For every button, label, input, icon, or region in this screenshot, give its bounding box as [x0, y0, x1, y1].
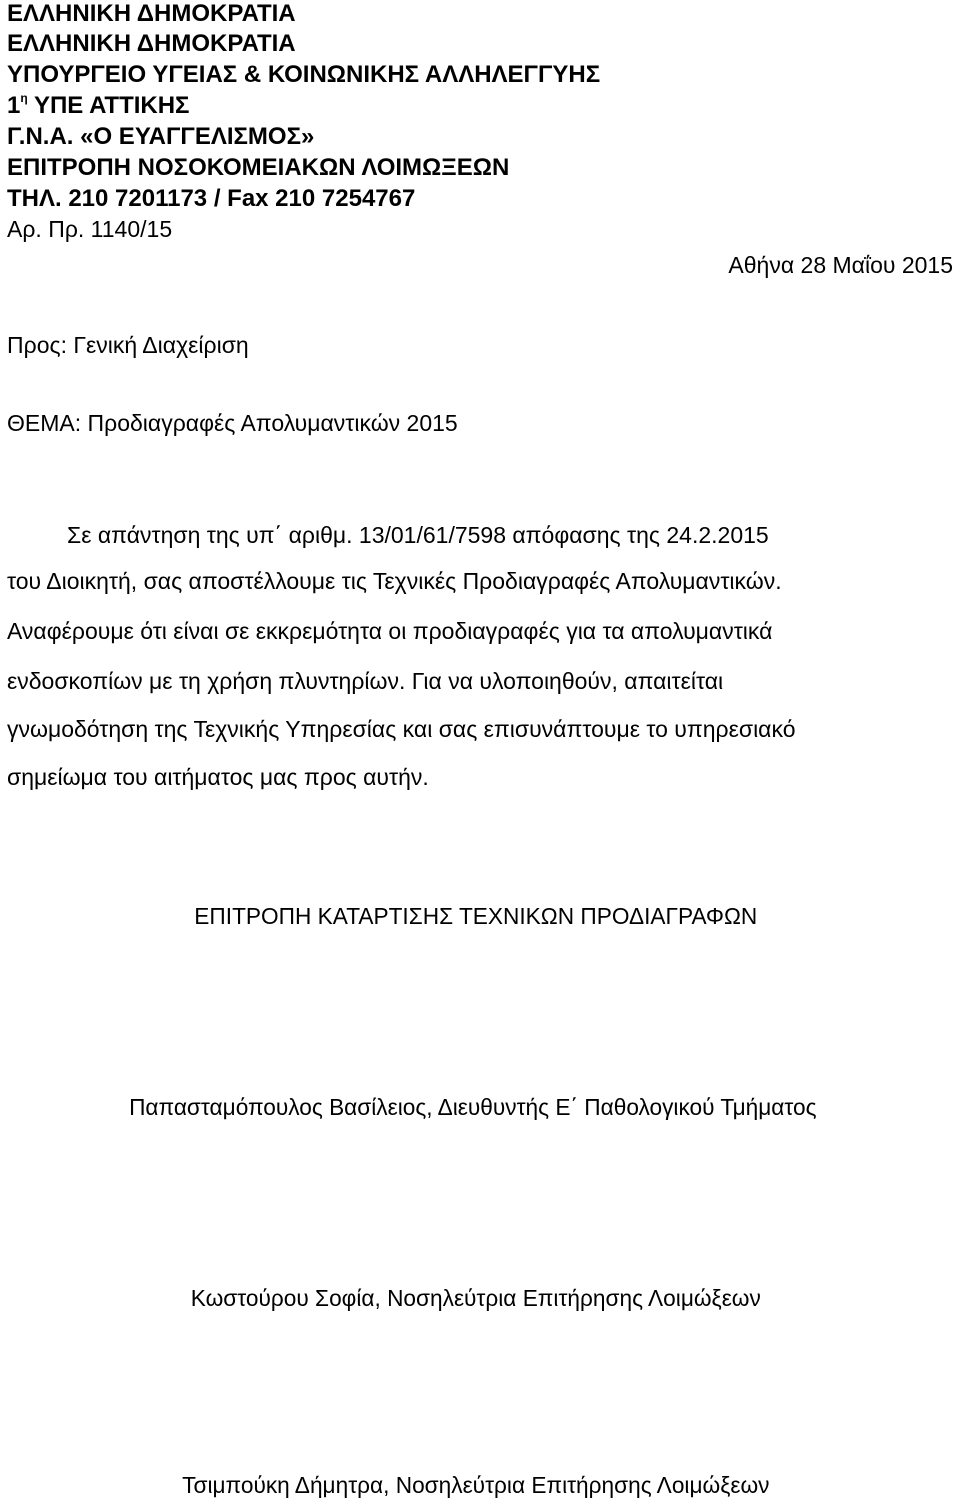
protocol-number: Αρ. Πρ. 1140/15: [7, 216, 173, 242]
body-line-1: Σε απάντηση της υπ΄ αριθμ. 13/01/61/7598 απόφασης της 24.2.2015: [67, 522, 769, 548]
contact-phone-fax: ΤΗΛ. 210 7201173 / Fax 210 7254767: [7, 185, 416, 212]
body-line-3: Αναφέρουμε ότι είναι σε εκκρεμότητα οι προδιαγραφές για τα απολυμαντικά: [7, 618, 773, 644]
signatory-2: Κωστούρου Σοφία, Νοσηλεύτρια Επιτήρησης Λοιμώξεων: [190, 1285, 761, 1311]
letter-date: Αθήνα 28 Μαΐου 2015: [728, 252, 953, 278]
body-line-5: γνωμοδότηση της Τεχνικής Υπηρεσίας και σας επισυνάπτουμε το υπηρεσιακό: [7, 716, 796, 742]
subject-line: ΘΕΜΑ: Προδιαγραφές Απολυμαντικών 2015: [7, 410, 458, 436]
committee-title: ΕΠΙΤΡΟΠΗ ΚΑΤΑΡΤΙΣΗΣ ΤΕΧΝΙΚΩΝ ΠΡΟΔΙΑΓΡΑΦΩΝ: [194, 903, 758, 929]
health-region-name: ΥΠΕ ΑΤΤΙΚΗΣ: [27, 92, 190, 119]
hospital-name: Γ.Ν.Α. «Ο ΕΥΑΓΓΕΛΙΣΜΟΣ»: [7, 123, 315, 150]
country-name: ΕΛΛΗΝΙΚΗ ΔΗΜΟΚΡΑΤΙΑ: [7, 0, 296, 27]
health-region-ordinal: η: [20, 91, 28, 105]
body-line-6: σημείωμα του αιτήματος μας προς αυτήν.: [7, 764, 429, 790]
body-line-2: του Διοικητή, σας αποστέλλουμε τις Τεχνικές Προδιαγραφές Απολυμαντικών.: [7, 568, 782, 594]
body-line-4: ενδοσκοπίων με τη χρήση πλυντηρίων. Για να υλοποιηθούν, απαιτείται: [7, 668, 724, 694]
signatory-3: Τσιμπούκη Δήμητρα, Νοσηλεύτρια Επιτήρησης Λοιμώξεων: [182, 1472, 770, 1498]
health-region-number: 1: [7, 92, 21, 119]
ministry-name: ΥΠΟΥΡΓΕΙΟ ΥΓΕΙΑΣ & ΚΟΙΝΩΝΙΚΗΣ ΑΛΛΗΛΕΓΓΥΗΣ: [7, 61, 601, 88]
committee-name: ΕΠΙΤΡΟΠΗ ΝΟΣΟΚΟΜΕΙΑΚΩΝ ΛΟΙΜΩΞΕΩΝ: [7, 154, 510, 181]
health-region: [7, 91, 190, 119]
recipient-line: Προς: Γενική Διαχείριση: [7, 332, 249, 358]
country-name-repeat: ΕΛΛΗΝΙΚΗ ΔΗΜΟΚΡΑΤΙΑ: [7, 30, 296, 57]
signatory-1: Παπασταμόπουλος Βασίλειος, Διευθυντής Ε΄ Παθολογικού Τμήματος: [129, 1094, 817, 1120]
